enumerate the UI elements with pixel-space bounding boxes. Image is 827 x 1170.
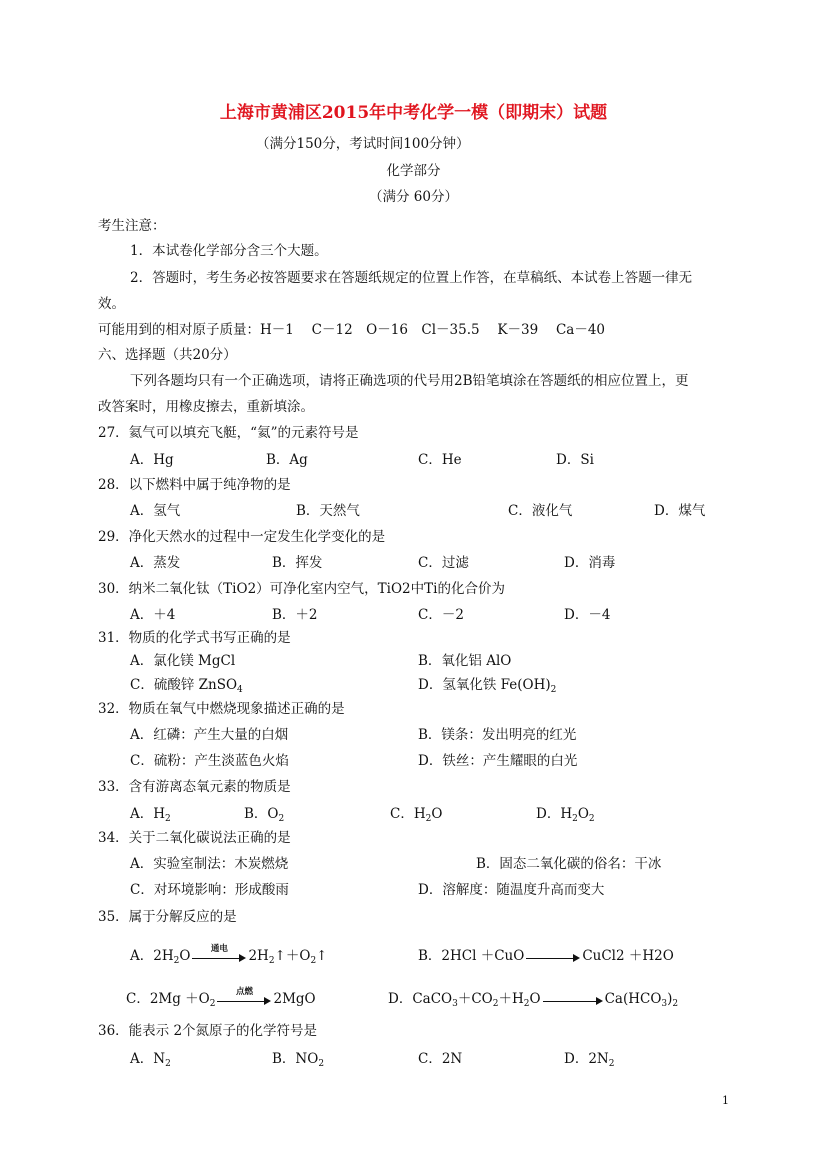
- question-33: 33．含有游离态氧元素的物质是: [98, 779, 291, 795]
- option-a: A．氯化镁 MgCl: [130, 653, 236, 669]
- question-29: 29．净化天然水的过程中一定发生化学变化的是: [98, 529, 386, 545]
- option-d: D．煤气: [654, 503, 706, 519]
- option-b: B．镁条：发出明亮的红光: [418, 727, 577, 743]
- option-a: A．$H_2$: [130, 806, 171, 824]
- reaction-arrow: [543, 993, 603, 1007]
- option-d: D．消毒: [564, 555, 616, 571]
- option-c: C．对环境影响：形成酸雨: [130, 882, 289, 898]
- section-score: （满分 60分）: [369, 189, 458, 205]
- option-a: A．实验室制法：木炭燃烧: [130, 856, 289, 872]
- option-c: C．硫酸锌 ZnSO$_4$: [130, 677, 243, 695]
- page-number: 1: [722, 1094, 729, 1107]
- question-35: 35．属于分解反应的是: [98, 909, 237, 925]
- option-d: D．$2N_2$: [564, 1051, 615, 1069]
- option-a: A．＋4: [130, 607, 176, 623]
- page-title: 上海市黄浦区2015年中考化学一模（即期末）试题: [219, 103, 608, 123]
- option-a: A．$2H_2O$ 通电 $2H_2↑+O_2↑$: [130, 943, 328, 966]
- question-28: 28．以下燃料中属于纯净物的是: [98, 477, 291, 493]
- option-a: A．Hg: [130, 452, 174, 468]
- option-d: D．－4: [564, 607, 611, 623]
- option-d: D．$CaCO_3+CO_2+H_2O$ $Ca(HCO_3)_2$: [388, 991, 679, 1009]
- question-36: 36．能表示 2个氮原子的化学符号是: [98, 1023, 318, 1039]
- option-b: B．天然气: [296, 503, 360, 519]
- question-32: 32．物质在氧气中燃烧现象描述正确的是: [98, 701, 345, 717]
- atomic-masses: 可能用到的相对原子质量：H－1 C－12 O－16 Cl－35.5 K－39 Ca－40: [98, 322, 606, 338]
- option-b: B．挥发: [272, 555, 323, 571]
- option-a: A．红磷：产生大量的白烟: [130, 727, 289, 743]
- option-c: C．－2: [418, 607, 464, 623]
- option-b: B．固态二氧化碳的俗名：干冰: [476, 856, 662, 872]
- section-title: 化学部分: [386, 163, 441, 179]
- option-d: D．$H_2O_2$: [536, 806, 595, 824]
- option-d: D．氢氧化铁 $Fe(OH)_2$: [418, 677, 557, 695]
- option-c: C．2N: [418, 1051, 463, 1067]
- option-c: C．He: [418, 452, 462, 468]
- reaction-arrow: [526, 950, 580, 964]
- question-34: 34．关于二氧化碳说法正确的是: [98, 830, 291, 846]
- option-b: B．2HCl ＋CuO CuCl2 ＋H2O: [418, 948, 674, 964]
- option-b: B．氧化铝 AlO: [418, 653, 512, 669]
- option-c: C．$H_2O$: [390, 806, 443, 824]
- part-instructions: 下列各题均只有一个正确选项，请将正确选项的代号用2B铅笔填涂在答题纸的相应位置上，更: [130, 373, 689, 389]
- option-a: A．$N_2$: [130, 1051, 171, 1069]
- reaction-arrow: 通电: [192, 950, 246, 964]
- question-30: 30．纳米二氧化钛（TiO2）可净化室内空气，TiO2中Ti的化合价为: [98, 581, 505, 597]
- reaction-arrow: 点燃: [217, 993, 271, 1007]
- option-a: A．蒸发: [130, 555, 181, 571]
- part-heading: 六、选择题（共20分）: [98, 347, 237, 363]
- option-b: B．$O_2$: [244, 806, 285, 824]
- option-b: B．＋2: [272, 607, 318, 623]
- option-a: A．氢气: [130, 503, 181, 519]
- question-31: 31．物质的化学式书写正确的是: [98, 630, 291, 646]
- option-c: C．$2Mg +O_2$ 点燃 2MgO: [126, 986, 316, 1009]
- notice-item-cont: 效。: [98, 296, 125, 312]
- option-d: D．溶解度：随温度升高而变大: [418, 882, 605, 898]
- option-b: B．$NO_2$: [272, 1051, 325, 1069]
- option-d: D．铁丝：产生耀眼的白光: [418, 753, 578, 769]
- part-instructions-cont: 改答案时，用橡皮擦去，重新填涂。: [98, 399, 314, 415]
- option-c: C．过滤: [418, 555, 469, 571]
- exam-info: （满分150分，考试时间100分钟）: [256, 136, 470, 152]
- option-b: B．Ag: [266, 452, 308, 468]
- notice-heading: 考生注意：: [98, 218, 166, 234]
- option-c: C．硫粉：产生淡蓝色火焰: [130, 753, 289, 769]
- question-27: 27．氦气可以填充飞艇，“氦”的元素符号是: [98, 425, 359, 441]
- option-d: D．Si: [556, 452, 594, 468]
- option-c: C．液化气: [508, 503, 573, 519]
- notice-item: 2．答题时，考生务必按答题要求在答题纸规定的位置上作答，在草稿纸、本试卷上答题一律无: [130, 270, 693, 286]
- notice-item: 1．本试卷化学部分含三个大题。: [130, 243, 328, 259]
